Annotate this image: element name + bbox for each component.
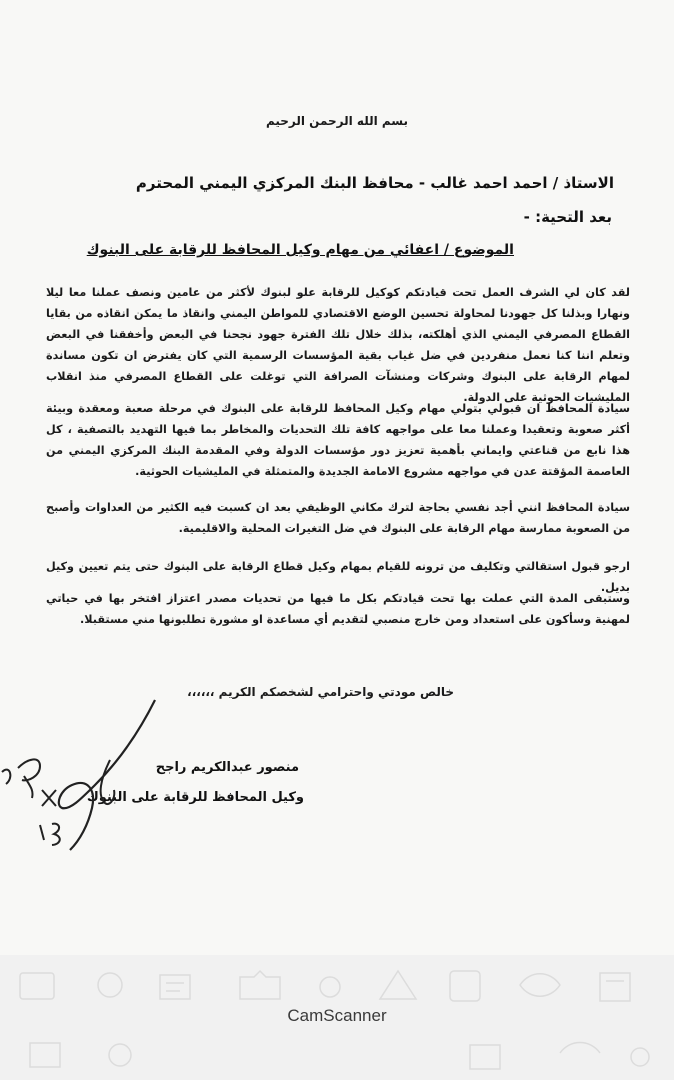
paragraph-5: وستبقى المدة التي عملت بها تحت قيادتكم بكل ما فيها من تحديات مصدر اعتزاز افتخر بها في حياتي لمهنية وسأكون على استعداد ومن خارج منصبي لتقديم أي مساعدة او مشورة تطلبونها مني مستقبلا.: [46, 592, 630, 626]
greeting: بعد التحية: -: [523, 208, 612, 226]
addressee-line: [135, 174, 614, 192]
closing-line: خالص مودتي واحترامي لشخصكم الكريم ،،،،،،: [187, 685, 454, 699]
signatory-title: وكيل المحافظ للرقابة على البنوك: [86, 790, 304, 805]
paragraph-1: لقد كان لي الشرف العمل تحت قيادتكم كوكيل للرقابة علو لبنوك لأكثر من عامين ونصف عملنا معا ليلا ونهارا وبذلنا كل جهودنا لمحاولة تحسين الوضع الاقتصادي للمواطن اليمني وانقاذ ما يمكن انقاذه من بقايا القطاع المصرفي اليمني الذي أهلكته، بذلك خلال تلك الفترة جهود نجحنا في البعض وأخفقنا في البعض وتعلم اننا كنا نعمل منفردين في ضل غياب بقية المؤسسات الرسمية التي كان يفترض ان تكون مساندة لمهام الرقابة على البنوك وشركات ومنشآت الصرافة التي توغلت على القطاع المصرفي منذ انقلاب المليشيات الحوثية على الدولة.: [46, 286, 630, 404]
paragraph-2: سيادة المحافظ ان قبولي بتولي مهام وكيل المحافظ للرقابة على البنوك في مرحلة صعبة ومعقدة وبيئة أكثر صعوبة وتعقيدا وعملنا معا على مواجهه كافة تلك التحديات والمخاطر بما فيها التهديد بالتصفية ، كل هذا نابع من قناعتي وايماني بأهمية تعزيز دور مؤسسات الدولة وفي المقدمة البنك المركزي اليمني من العاصمة المؤقتة عدن في مواجهه مشروع الامامة الجديدة والمتمثلة في المليشيات الحوثية.: [46, 402, 630, 478]
bismillah-heading: بسم الله الرحمن الرحيم: [265, 114, 409, 128]
paragraph-3: سيادة المحافظ انني أجد نفسي بحاجة لترك مكاني الوظيفي بعد ان كسبت فيه الكثير من العداوات وأصبح من الصعوبة ممارسة مهام الرقابة على البنوك في ضل التغيرات المحلية والاقليمية.: [46, 501, 630, 535]
subject-line: الموضوع / اعفائي من مهام وكيل المحافظ للرقابة على البنوك: [86, 242, 514, 258]
paragraph-4: ارجو قبول استقالتي وتكليف من ترونه للقيام بمهام وكيل قطاع الرقابة على البنوك حتى يتم تعيين وكيل بديل.: [46, 560, 630, 594]
signatory-name: منصور عبدالكريم راجح: [155, 760, 299, 775]
addressee-name: الاستاذ / احمد احمد غالب - محافظ البنك المركزي اليمني: [199, 174, 614, 192]
addressee-honorific: المحترم: [135, 174, 194, 192]
camscanner-watermark: CamScanner: [287, 1006, 387, 1025]
handwritten-signature: [0, 690, 200, 860]
